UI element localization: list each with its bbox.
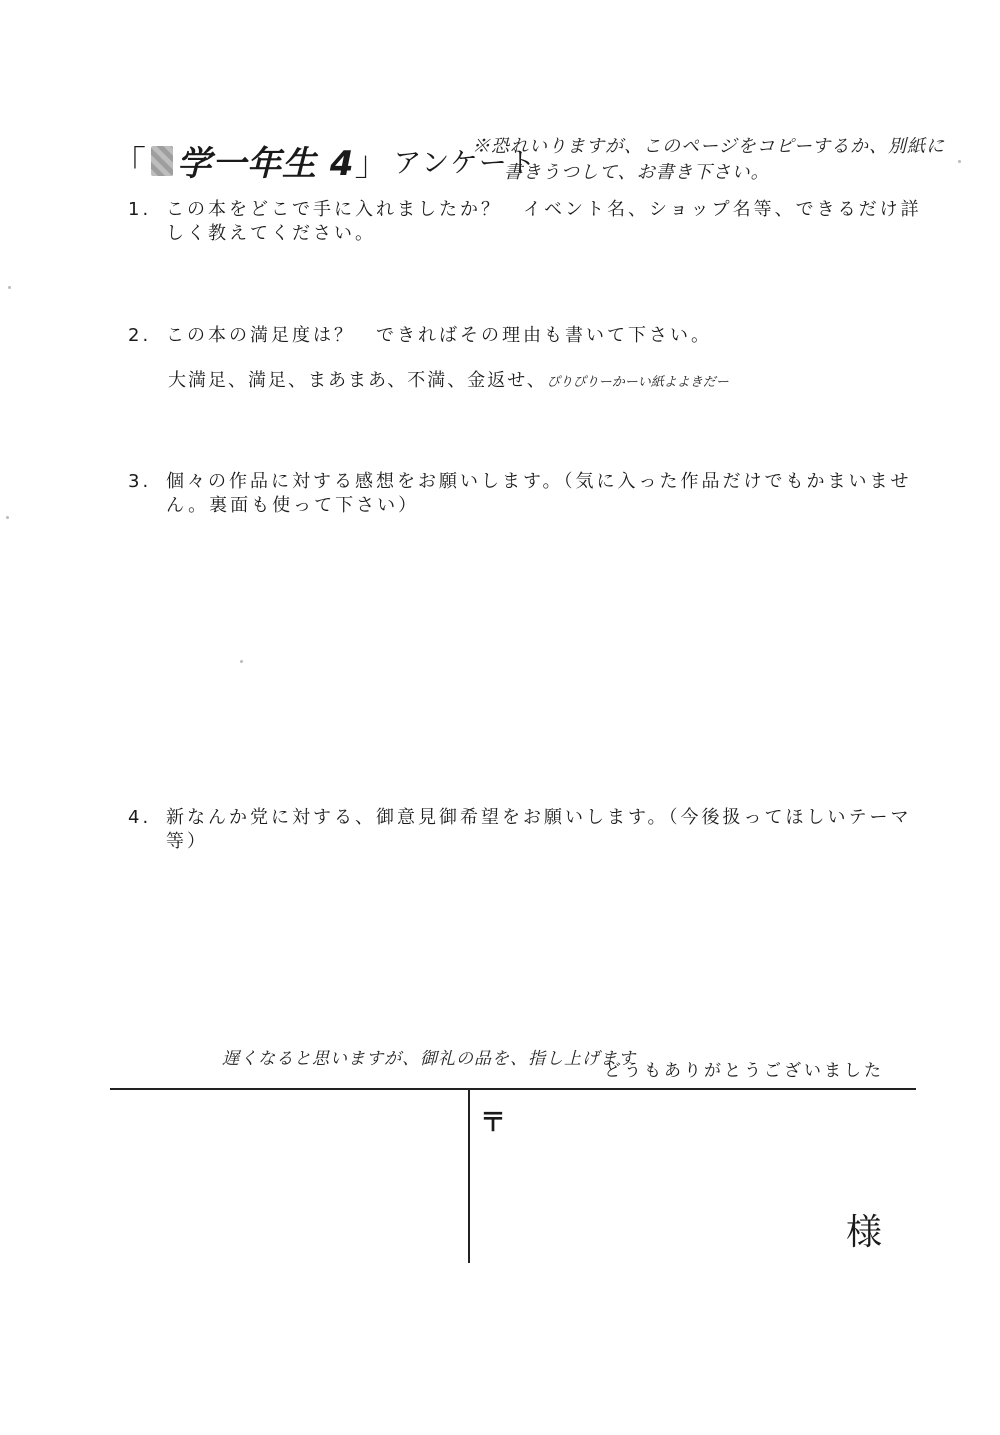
- satisfaction-options: [168, 366, 729, 392]
- copy-instruction-note: [472, 134, 945, 186]
- scan-speck: [8, 286, 11, 289]
- censored-character: [151, 146, 173, 176]
- question-3: [128, 470, 912, 518]
- title-suffix: アンケート: [393, 145, 537, 179]
- question-text: この本の満足度は？ できればその理由も書いて下さい。: [166, 325, 712, 346]
- satisfaction-handwritten: ぴりぴりーかーい紙よよきだー: [546, 375, 729, 390]
- note-line-2: 書きうつして、お書き下さい。: [504, 162, 770, 183]
- title-main: 学一年生 4: [177, 144, 355, 184]
- note-line-1: ※恐れいりますが、このページをコピーするか、別紙に: [472, 136, 946, 157]
- honorific-sama: 様: [846, 1212, 883, 1253]
- postal-mark: 〒: [480, 1108, 507, 1138]
- question-text: 個々の作品に対する感想をお願いします。（気に入った作品だけでもかまいませ: [166, 471, 912, 492]
- handwritten-gift-note: 遅くなると思いますが、御礼の品を、指し上げます: [222, 1049, 636, 1069]
- question-text-cont: 等）: [166, 831, 208, 852]
- address-box-top-border: [110, 1088, 916, 1090]
- question-number: 2.: [128, 325, 152, 346]
- satisfaction-printed: 大満足、満足、まあまあ、不満、金返せ、: [168, 370, 547, 391]
- title-open-bracket: 「: [112, 144, 147, 184]
- thank-you-text: どうもありがとうございました: [604, 1061, 884, 1081]
- scan-speck: [6, 516, 9, 519]
- question-text-cont: しく教えてください。: [166, 223, 376, 244]
- question-text: この本をどこで手に入れましたか？ イベント名、ショップ名等、できるだけ詳: [166, 199, 922, 220]
- scan-speck: [240, 660, 243, 663]
- question-1: [128, 198, 922, 246]
- question-number: 1.: [128, 199, 152, 220]
- scan-speck: [958, 160, 961, 163]
- address-box-divider: [468, 1089, 470, 1263]
- question-number: 3.: [128, 471, 152, 492]
- question-4: [128, 806, 912, 854]
- title-close-bracket: 」: [354, 144, 390, 184]
- question-number: 4.: [128, 807, 152, 828]
- question-text-cont: ん。裏面も使って下さい）: [166, 495, 420, 516]
- question-2: [128, 324, 712, 348]
- question-text: 新なんか党に対する、御意見御希望をお願いします。（今後扱ってほしいテーマ: [166, 807, 912, 828]
